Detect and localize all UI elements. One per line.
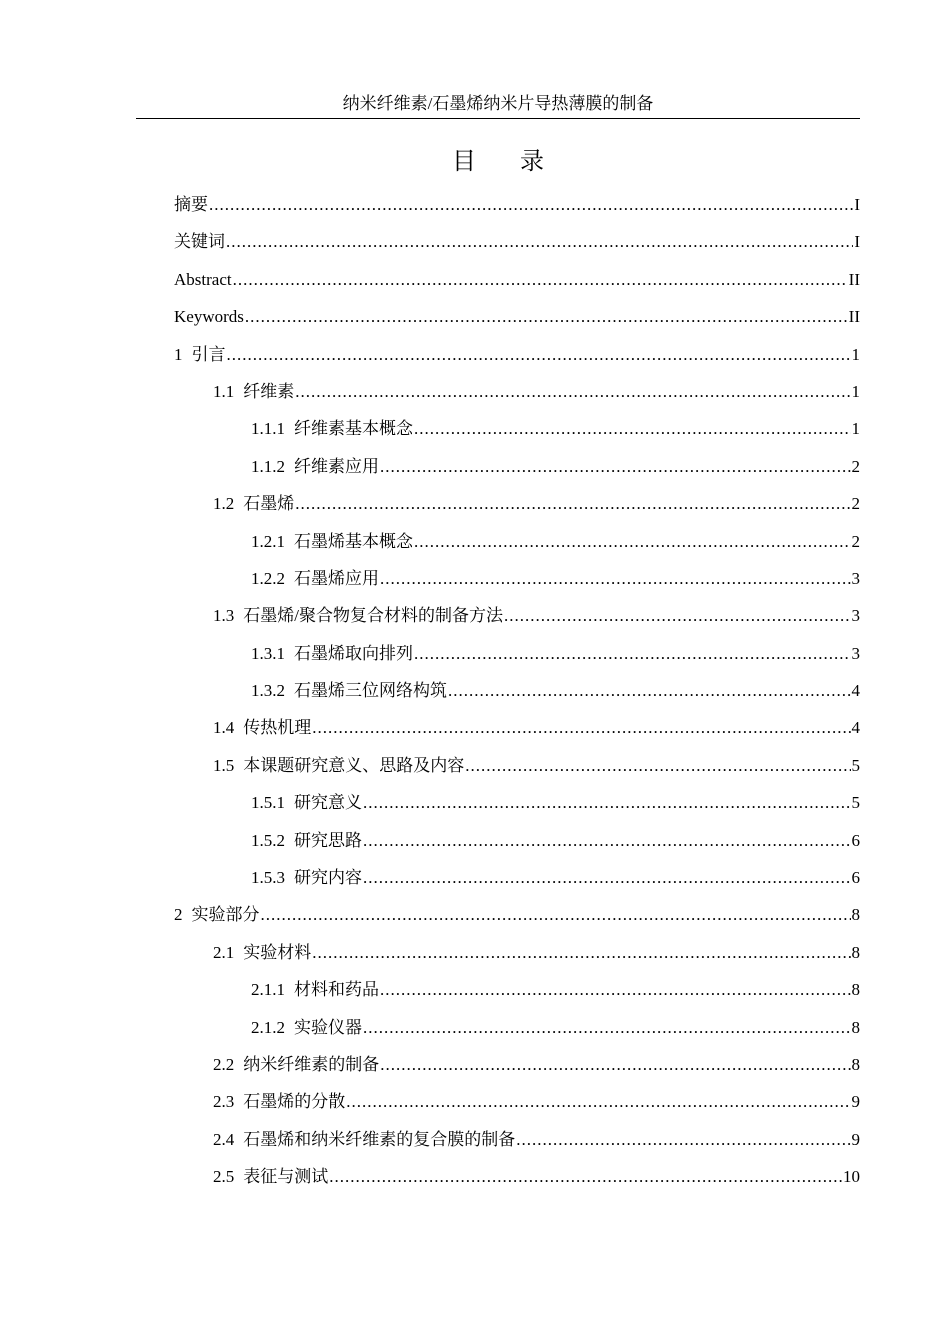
toc-entry-label: [251, 1009, 362, 1046]
toc-entry-label: [251, 859, 362, 896]
toc-dot-leader: [414, 523, 851, 560]
toc-entry-text: 材料和药品: [294, 980, 379, 1000]
toc-entry-text: 研究意义: [294, 793, 362, 813]
toc-entry-number: 2.5: [213, 1167, 235, 1187]
toc-entry-text: 纤维素应用: [294, 456, 379, 476]
toc-list: [174, 186, 860, 1196]
toc-entry-number: 1.3: [213, 606, 235, 626]
toc-dot-leader: [363, 784, 851, 821]
toc-entry-page: 6: [851, 868, 860, 888]
toc-entry-label: [213, 1158, 328, 1195]
toc-dot-leader: [209, 186, 853, 223]
toc-dot-leader: [380, 1046, 850, 1083]
toc-entry-text: 纤维素: [243, 381, 295, 401]
toc-entry-label: [213, 1121, 515, 1158]
toc-entry-page: 6: [851, 830, 860, 850]
toc-entry-number: 1.5.1: [251, 793, 285, 813]
toc-entry-number: 1.1.2: [251, 456, 285, 476]
toc-entry-label: [174, 336, 226, 373]
toc-entry-label: [251, 410, 413, 447]
toc-entry-label: [174, 223, 225, 260]
toc-entry-label: [213, 597, 503, 634]
toc-entry-label: [174, 896, 260, 933]
toc-dot-leader: [465, 747, 850, 784]
toc-dot-leader: [363, 822, 851, 859]
header-rule: [136, 118, 860, 119]
toc-entry-text: 引言: [191, 344, 226, 364]
toc-entry[interactable]: [174, 373, 860, 410]
toc-entry-text: 传热机理: [243, 718, 312, 738]
toc-entry-page: I: [854, 195, 860, 214]
toc-entry-label: [251, 822, 362, 859]
toc-entry[interactable]: [174, 1046, 860, 1083]
toc-entry-label: [213, 709, 311, 746]
toc-entry-text: 本课题研究意义、思路及内容: [243, 755, 465, 775]
toc-entry-number: 1.5.3: [251, 868, 285, 888]
toc-entry[interactable]: [174, 448, 860, 485]
toc-entry[interactable]: [174, 223, 860, 260]
toc-entry[interactable]: [174, 1083, 860, 1120]
toc-entry-text: 纳米纤维素的制备: [243, 1054, 380, 1074]
toc-entry[interactable]: [174, 261, 860, 298]
toc-dot-leader: [380, 448, 851, 485]
toc-entry-text: 实验部分: [191, 905, 260, 925]
toc-entry-number: 2.1: [213, 942, 235, 962]
toc-entry-page: 8: [851, 905, 860, 925]
toc-entry-label: [213, 1046, 379, 1083]
toc-entry-label: [213, 1083, 345, 1120]
toc-entry[interactable]: [174, 186, 860, 223]
toc-entry-label: [174, 298, 244, 335]
toc-entry-text: 石墨烯: [243, 494, 295, 514]
toc-entry-page: II: [848, 307, 860, 327]
toc-entry-label: [251, 448, 379, 485]
toc-dot-leader: [295, 485, 850, 522]
toc-entry-number: 1.4: [213, 718, 235, 738]
toc-entry[interactable]: [174, 822, 860, 859]
toc-entry-number: 1.5: [213, 755, 235, 775]
toc-entry-page: 2: [851, 531, 860, 551]
toc-entry[interactable]: [174, 298, 860, 335]
toc-entry-text: Keywords: [174, 307, 244, 327]
toc-entry-number: 2: [174, 905, 183, 925]
toc-dot-leader: [295, 373, 850, 410]
toc-entry-page: 1: [851, 381, 860, 401]
toc-entry[interactable]: [174, 747, 860, 784]
toc-entry-text: 石墨烯和纳米纤维素的复合膜的制备: [243, 1129, 516, 1149]
toc-entry-label: [213, 373, 294, 410]
toc-entry-label: [213, 934, 311, 971]
toc-entry-number: 1.1: [213, 381, 235, 401]
toc-entry[interactable]: [174, 859, 860, 896]
toc-entry-label: [174, 261, 232, 298]
toc-entry[interactable]: [174, 560, 860, 597]
toc-entry-text: 石墨烯取向排列: [294, 643, 413, 663]
toc-dot-leader: [227, 336, 851, 373]
toc-entry-text: 石墨烯三位网络构筑: [294, 681, 447, 701]
toc-entry-text: 研究内容: [294, 868, 362, 888]
toc-dot-leader: [312, 709, 850, 746]
toc-entry-page: 10: [843, 1167, 860, 1187]
toc-entry-page: 8: [851, 1017, 860, 1037]
toc-entry-page: 3: [851, 568, 860, 588]
toc-dot-leader: [346, 1083, 850, 1120]
toc-entry-label: [174, 186, 208, 223]
toc-dot-leader: [380, 560, 851, 597]
toc-dot-leader: [233, 261, 848, 298]
toc-entry-text: 表征与测试: [243, 1167, 329, 1187]
toc-entry-text: 实验仪器: [294, 1017, 362, 1037]
toc-entry[interactable]: [174, 523, 860, 560]
toc-entry[interactable]: [174, 896, 860, 933]
toc-entry-text: 石墨烯的分散: [243, 1092, 346, 1112]
toc-entry-number: 1.3.2: [251, 681, 285, 701]
toc-entry[interactable]: [174, 597, 860, 634]
toc-entry[interactable]: [174, 709, 860, 746]
toc-entry-page: 8: [851, 1054, 860, 1074]
toc-entry-text: 石墨烯/聚合物复合材料的制备方法: [243, 606, 503, 626]
toc-entry-text: 实验材料: [243, 942, 312, 962]
running-header: 纳米纤维素/石墨烯纳米片导热薄膜的制备: [342, 94, 654, 113]
toc-entry-page: 5: [851, 793, 860, 813]
toc-entry-number: 1.3.1: [251, 643, 285, 663]
toc-entry-text: 摘要: [174, 195, 208, 214]
toc-entry-label: [251, 560, 379, 597]
toc-entry-text: 纤维素基本概念: [294, 419, 413, 439]
toc-entry-page: 5: [851, 755, 860, 775]
toc-entry[interactable]: [174, 635, 860, 672]
toc-entry-number: 1: [174, 344, 183, 364]
toc-entry-label: [251, 523, 413, 560]
toc-entry-number: 2.4: [213, 1129, 235, 1149]
toc-entry-text: 石墨烯基本概念: [294, 531, 413, 551]
toc-entry[interactable]: [174, 784, 860, 821]
toc-entry[interactable]: [174, 1009, 860, 1046]
toc-entry-page: 8: [851, 980, 860, 1000]
toc-entry[interactable]: [174, 672, 860, 709]
toc-entry-text: 关键词: [174, 232, 225, 252]
toc-dot-leader: [516, 1121, 850, 1158]
toc-dot-leader: [226, 223, 853, 260]
toc-entry-page: I: [854, 232, 860, 252]
toc-entry-label: [213, 747, 464, 784]
toc-dot-leader: [448, 672, 851, 709]
toc-entry-page: 1: [851, 419, 860, 439]
toc-title: [136, 146, 860, 178]
toc-entry-page: 4: [851, 718, 860, 738]
toc-entry-text: 石墨烯应用: [294, 568, 379, 588]
toc-dot-leader: [312, 934, 850, 971]
toc-entry-page: 8: [851, 942, 860, 962]
toc-entry[interactable]: [174, 1158, 860, 1195]
toc-dot-leader: [380, 971, 851, 1008]
toc-dot-leader: [245, 298, 848, 335]
toc-entry-page: 2: [851, 494, 860, 514]
toc-entry-page: 9: [851, 1092, 860, 1112]
toc-entry-number: 1.5.2: [251, 830, 285, 850]
toc-entry-text: Abstract: [174, 269, 232, 289]
toc-entry-number: 1.2.2: [251, 568, 285, 588]
toc-entry-number: 1.1.1: [251, 419, 285, 439]
toc-entry[interactable]: [174, 336, 860, 373]
toc-dot-leader: [414, 635, 851, 672]
toc-entry-label: [251, 635, 413, 672]
toc-entry-label: [213, 485, 294, 522]
toc-entry-number: 2.3: [213, 1092, 235, 1112]
toc-entry-number: 2.1.2: [251, 1017, 285, 1037]
toc-entry[interactable]: [174, 410, 860, 447]
toc-dot-leader: [414, 410, 851, 447]
toc-entry[interactable]: [174, 1121, 860, 1158]
toc-entry-label: [251, 672, 447, 709]
toc-entry-page: II: [848, 269, 860, 289]
toc-entry-label: [251, 971, 379, 1008]
toc-entry-page: 1: [851, 344, 860, 364]
toc-entry-page: 2: [851, 456, 860, 476]
toc-title-part2: 录: [520, 149, 544, 175]
toc-entry[interactable]: [174, 971, 860, 1008]
toc-entry-page: 9: [851, 1129, 860, 1149]
toc-entry-number: 1.2.1: [251, 531, 285, 551]
toc-entry[interactable]: [174, 485, 860, 522]
toc-entry-page: 3: [851, 643, 860, 663]
toc-entry[interactable]: [174, 934, 860, 971]
toc-entry-page: 3: [851, 606, 860, 626]
toc-dot-leader: [504, 597, 851, 634]
toc-entry-number: 1.2: [213, 494, 235, 514]
toc-entry-label: [251, 784, 362, 821]
toc-dot-leader: [261, 896, 851, 933]
toc-dot-leader: [329, 1158, 842, 1195]
toc-dot-leader: [363, 1009, 851, 1046]
toc-title-part1: 目: [452, 149, 476, 175]
toc-entry-number: 2.1.1: [251, 980, 285, 1000]
toc-entry-text: 研究思路: [294, 830, 362, 850]
toc-dot-leader: [363, 859, 851, 896]
toc-entry-page: 4: [851, 681, 860, 701]
toc-entry-number: 2.2: [213, 1054, 235, 1074]
